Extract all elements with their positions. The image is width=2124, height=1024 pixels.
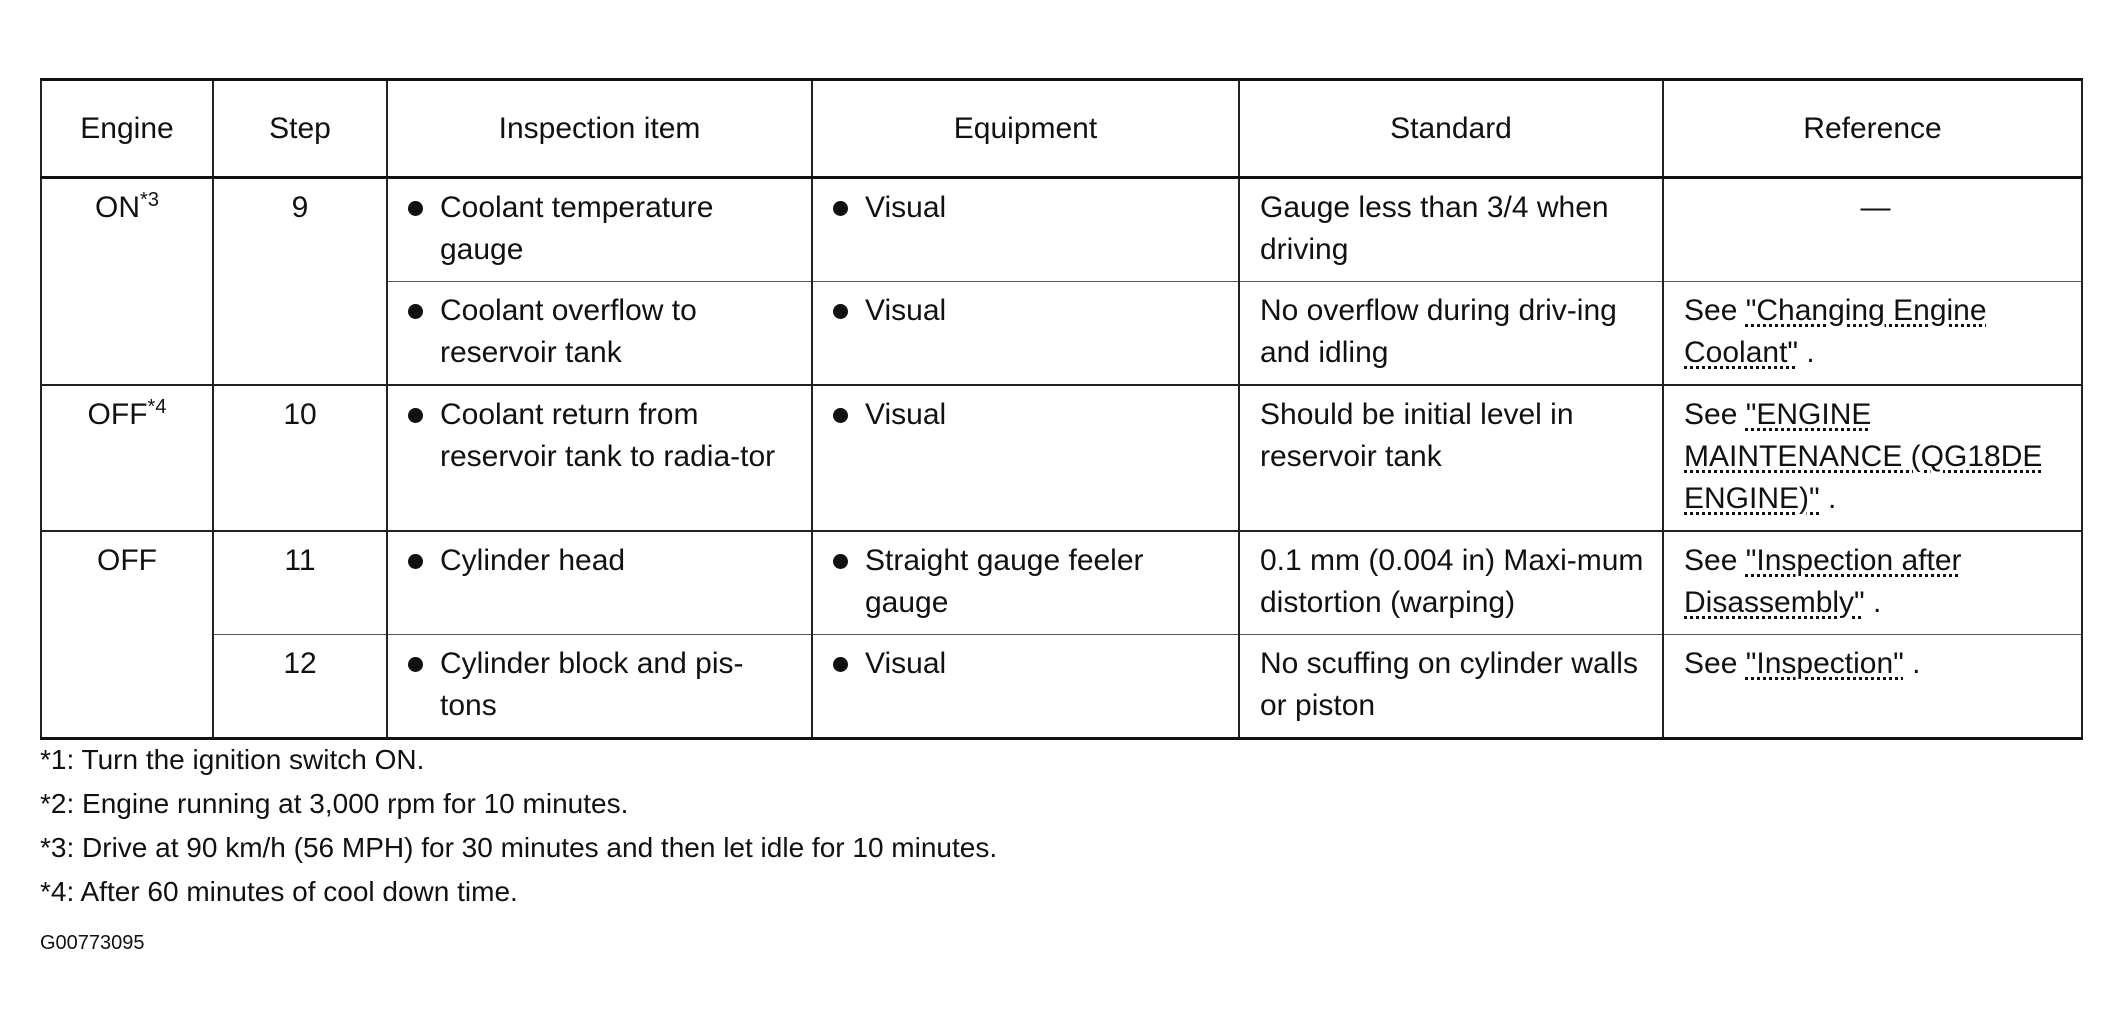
equipment-text: Visual bbox=[865, 191, 947, 224]
bullet-icon bbox=[833, 554, 848, 569]
bullet-icon bbox=[408, 554, 423, 569]
equipment-cell bbox=[812, 635, 1239, 739]
bullet-icon bbox=[833, 304, 848, 319]
footnote-3: *3: Drive at 90 km/h (56 MPH) for 30 minutes and then let idle for 10 minutes. bbox=[40, 832, 998, 863]
reference-suffix: . bbox=[1819, 482, 1837, 515]
bullet-icon bbox=[408, 657, 423, 672]
inspection-item-text: Cylinder head bbox=[440, 544, 626, 577]
equipment-cell bbox=[812, 178, 1239, 282]
table-row bbox=[41, 635, 2082, 739]
equipment-text: Visual bbox=[865, 294, 947, 327]
bullet-icon bbox=[408, 408, 423, 423]
equipment-text: Straight gauge feeler gauge bbox=[865, 544, 1144, 619]
bullet-icon bbox=[408, 304, 423, 319]
equipment-cell bbox=[812, 282, 1239, 386]
table-row bbox=[41, 531, 2082, 635]
header-reference: Reference bbox=[1663, 80, 2082, 178]
inspection-item-text: Coolant temperature gauge bbox=[440, 191, 714, 266]
engine-state: OFF bbox=[87, 398, 148, 431]
reference-cell bbox=[1663, 635, 2082, 739]
inspection-item-cell bbox=[387, 635, 812, 739]
reference-suffix: . bbox=[1903, 647, 1921, 680]
reference-prefix: See bbox=[1684, 544, 1746, 577]
header-step: Step bbox=[213, 80, 387, 178]
inspection-item-text: Coolant return from reservoir tank to radia-tor bbox=[440, 398, 776, 473]
standard-cell: No scuffing on cylinder walls or piston bbox=[1239, 635, 1663, 739]
reference-link-inspection-after-disassembly[interactable]: "Inspection after Disassembly" bbox=[1684, 544, 1962, 619]
reference-suffix: . bbox=[1798, 336, 1815, 369]
reference-link-engine-maintenance[interactable]: "ENGINE MAINTENANCE (QG18DE ENGINE)" bbox=[1684, 398, 2043, 515]
bullet-icon bbox=[833, 201, 848, 216]
footnote-1: *1: Turn the ignition switch ON. bbox=[40, 744, 425, 775]
engine-footnote-ref: *3 bbox=[140, 189, 159, 211]
step-cell: 11 bbox=[213, 531, 387, 635]
header-standard: Standard bbox=[1239, 80, 1663, 178]
engine-cell: OFF bbox=[41, 531, 213, 739]
reference-prefix: See bbox=[1684, 647, 1746, 680]
header-engine: Engine bbox=[41, 80, 213, 178]
inspection-item-cell bbox=[387, 531, 812, 635]
reference-cell bbox=[1663, 531, 2082, 635]
header-equipment: Equipment bbox=[812, 80, 1239, 178]
engine-footnote-ref: *4 bbox=[147, 396, 167, 418]
step-cell: 12 bbox=[213, 635, 387, 739]
inspection-table bbox=[40, 78, 2083, 740]
inspection-item-cell bbox=[387, 282, 812, 386]
equipment-cell bbox=[812, 531, 1239, 635]
standard-cell: 0.1 mm (0.004 in) Maxi-mum distortion (warping) bbox=[1239, 531, 1663, 635]
reference-prefix: See bbox=[1684, 294, 1746, 327]
inspection-item-cell bbox=[387, 178, 812, 282]
equipment-text: Visual bbox=[865, 398, 947, 431]
bullet-icon bbox=[833, 408, 848, 423]
engine-cell bbox=[41, 385, 213, 531]
step-cell: 10 bbox=[213, 385, 387, 531]
reference-prefix: See bbox=[1684, 398, 1746, 431]
reference-link-inspection[interactable]: "Inspection" bbox=[1745, 647, 1904, 680]
equipment-cell bbox=[812, 385, 1239, 531]
figure-id: G00773095 bbox=[40, 932, 145, 954]
footnote-4: *4: After 60 minutes of cool down time. bbox=[40, 876, 518, 907]
standard-cell: Gauge less than 3/4 when driving bbox=[1239, 178, 1663, 282]
reference-none: — bbox=[1860, 191, 1891, 224]
standard-cell: Should be initial level in reservoir tank bbox=[1239, 385, 1663, 531]
footnotes bbox=[40, 738, 997, 914]
table-row bbox=[41, 178, 2082, 282]
reference-cell bbox=[1663, 178, 2082, 282]
reference-suffix: . bbox=[1864, 586, 1882, 619]
bullet-icon bbox=[833, 657, 848, 672]
equipment-text: Visual bbox=[865, 647, 947, 680]
engine-cell bbox=[41, 178, 213, 386]
reference-cell bbox=[1663, 385, 2082, 531]
bullet-icon bbox=[408, 201, 423, 216]
standard-cell: No overflow during driv-ing and idling bbox=[1239, 282, 1663, 386]
step-cell: 9 bbox=[213, 178, 387, 386]
engine-state: ON bbox=[95, 191, 141, 224]
reference-cell bbox=[1663, 282, 2082, 386]
header-inspection-item: Inspection item bbox=[387, 80, 812, 178]
inspection-item-text: Cylinder block and pis-tons bbox=[440, 647, 744, 722]
table-row bbox=[41, 385, 2082, 531]
reference-link-changing-engine-coolant[interactable]: "Changing Engine Coolant" bbox=[1684, 294, 1987, 369]
table-header-row bbox=[41, 80, 2082, 178]
footnote-2: *2: Engine running at 3,000 rpm for 10 minutes. bbox=[40, 788, 629, 819]
inspection-item-text: Coolant overflow to reservoir tank bbox=[440, 294, 697, 369]
inspection-item-cell bbox=[387, 385, 812, 531]
